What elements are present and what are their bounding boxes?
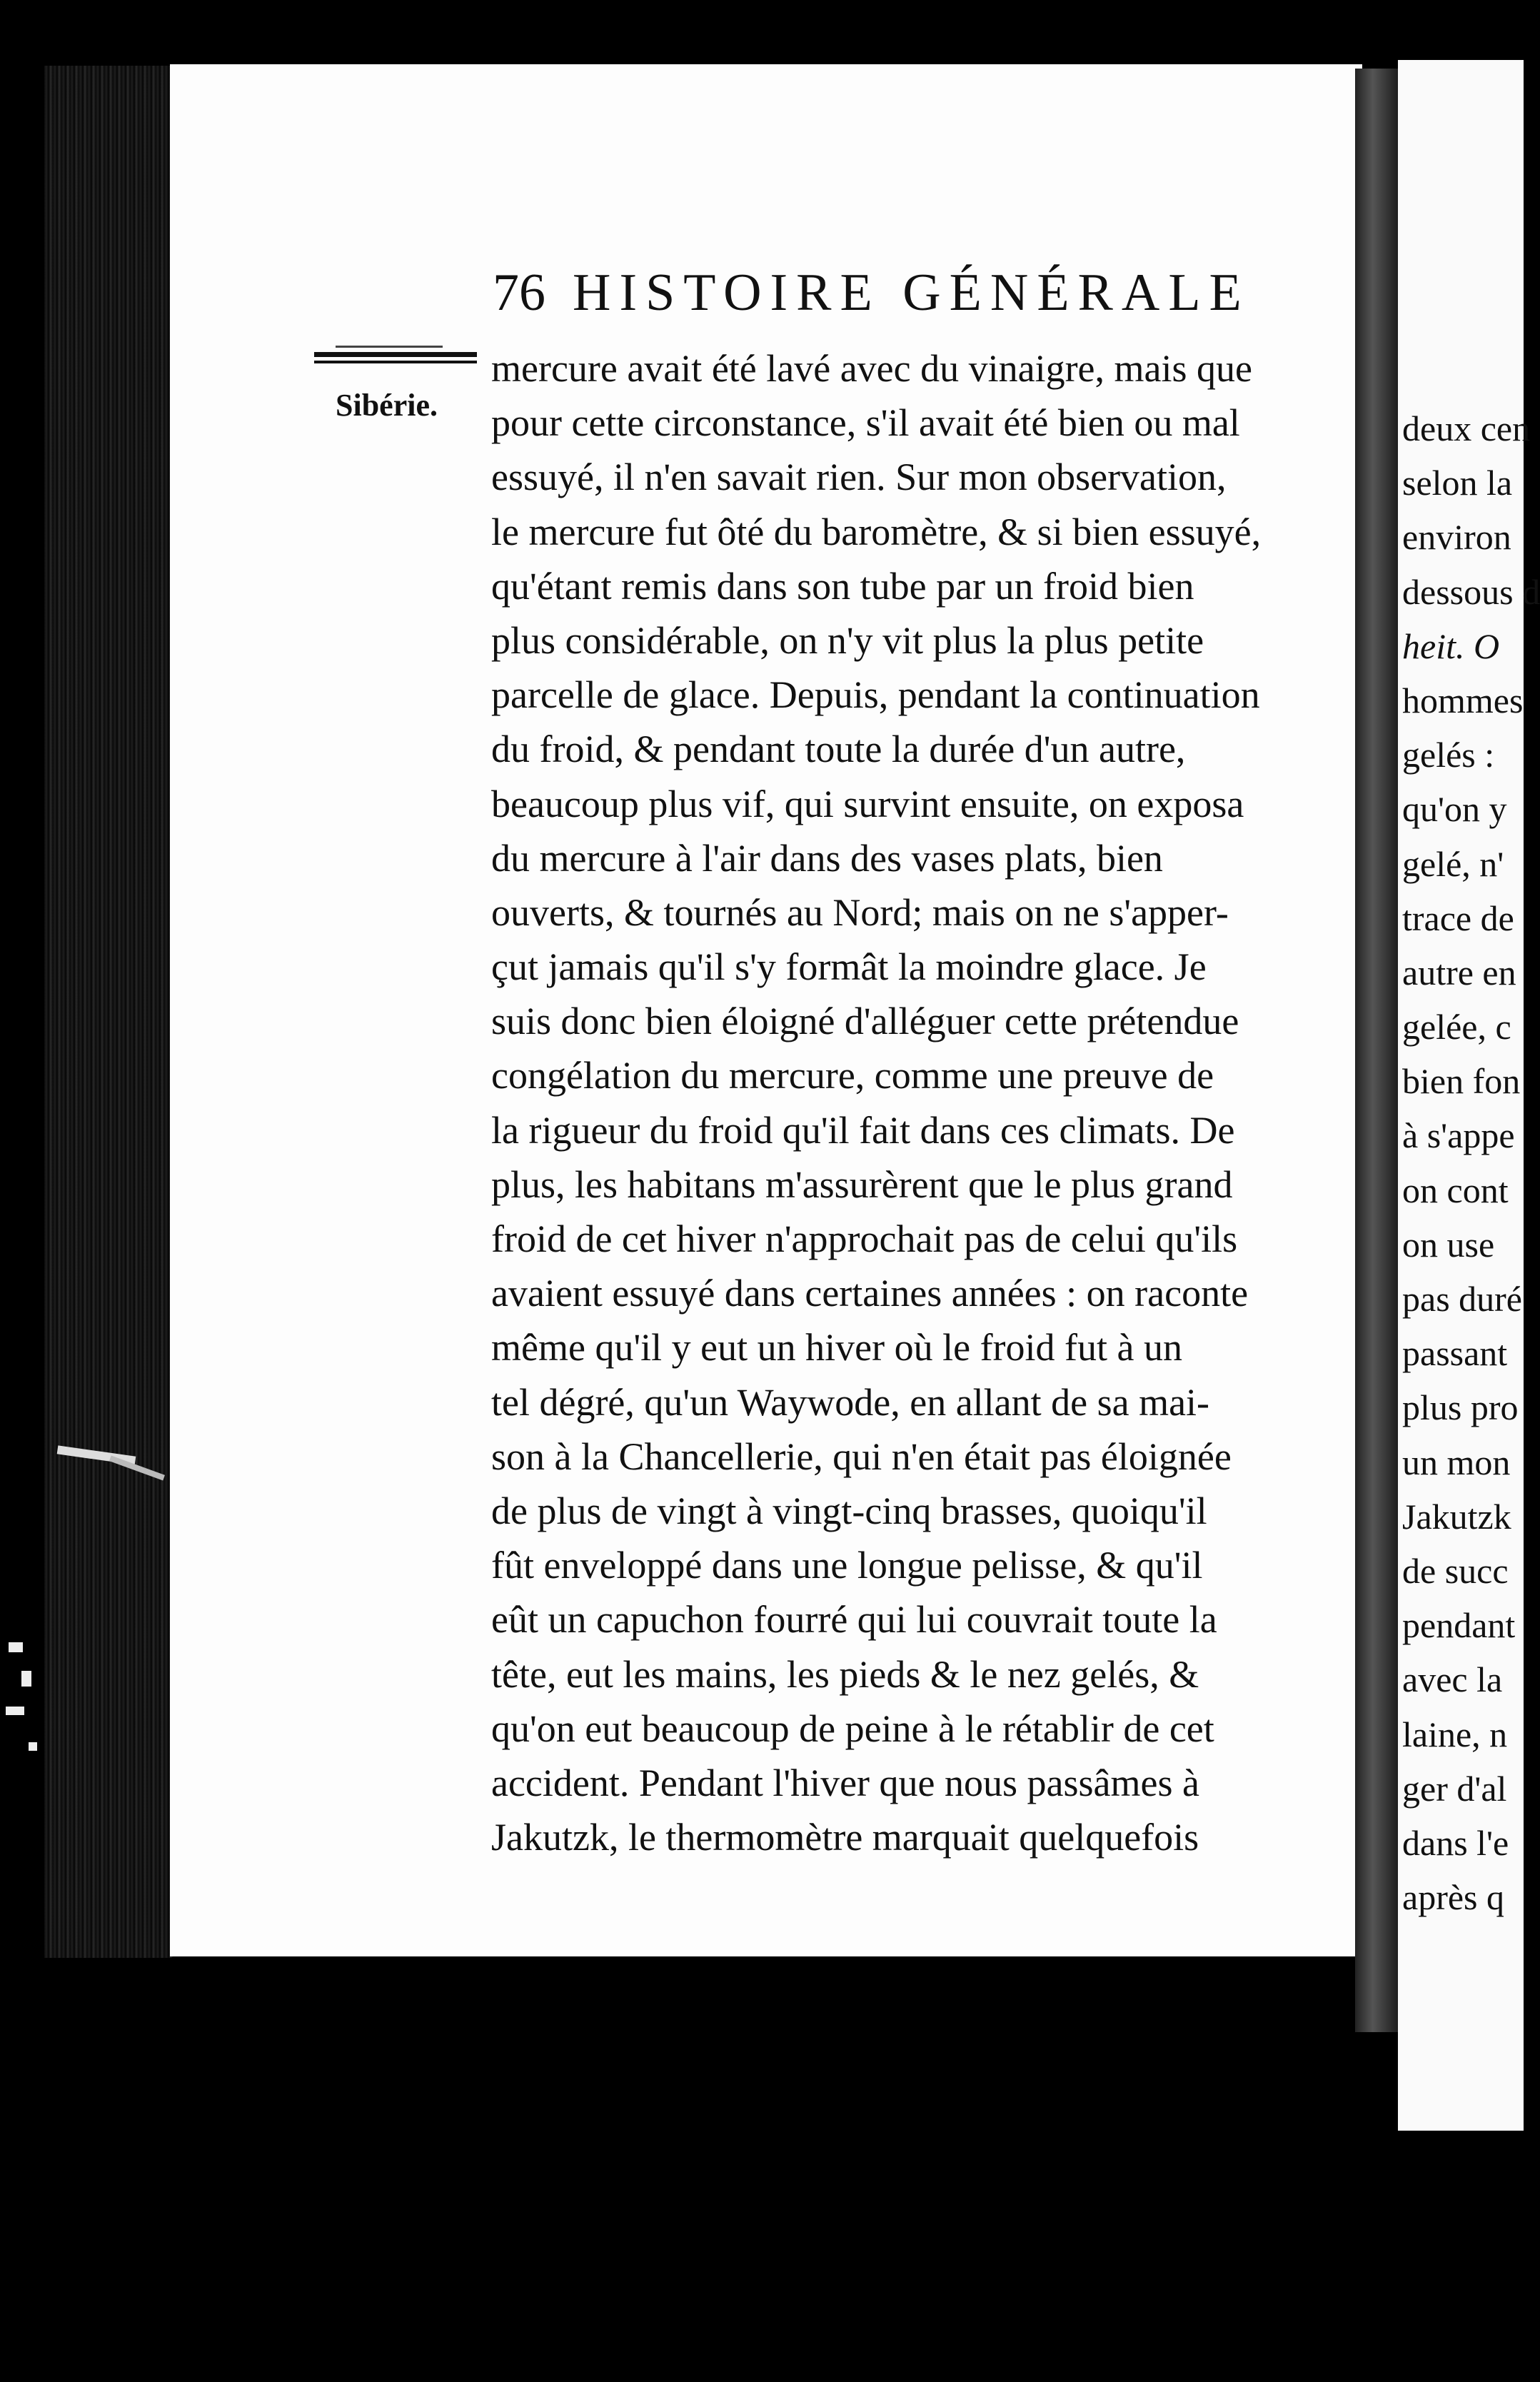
book-spine (44, 66, 173, 1958)
text-line: du mercure à l'air dans des vases plats, bien (491, 836, 1163, 880)
text-line: froid de cet hiver n'approchait pas de celui qu'ils (491, 1217, 1238, 1260)
text-line: gelé, n' (1402, 843, 1504, 884)
margin-rule (314, 361, 477, 363)
right-page-text (1402, 401, 1540, 1924)
text-line: Jakutzk, le thermomètre marquait quelquefois (491, 1816, 1199, 1859)
body-text (491, 341, 1362, 1864)
text-line: plus, les habitans m'assurèrent que le plus grand (491, 1162, 1233, 1206)
text-line: plus pro (1402, 1387, 1519, 1428)
page-number: 76 (493, 263, 545, 322)
text-line: parcelle de glace. Depuis, pendant la continuation (491, 673, 1260, 717)
scan-specks (0, 1635, 50, 1778)
text-line: qu'étant remis dans son tube par un froid bien (491, 564, 1194, 608)
text-line: laine, n (1402, 1714, 1508, 1754)
text-line: hommes (1402, 680, 1524, 720)
text-line: qu'on eut beaucoup de peine à le rétablir de cet (491, 1707, 1214, 1750)
text-line: pas duré (1402, 1279, 1522, 1319)
text-line: fût enveloppé dans une longue pelisse, & qu'il (491, 1544, 1203, 1587)
text-line: accident. Pendant l'hiver que nous passâmes à (491, 1761, 1199, 1804)
margin-rule (314, 352, 477, 357)
text-line: pour cette circonstance, s'il avait été bien ou mal (491, 401, 1240, 445)
text-line: on cont (1402, 1170, 1509, 1210)
text-line: autre en (1402, 952, 1516, 992)
text-line: suis donc bien éloigné d'alléguer cette prétendue (491, 1000, 1239, 1043)
running-head (493, 263, 1278, 327)
text-line: çut jamais qu'il s'y formât la moindre glace. Je (491, 945, 1207, 989)
marginal-note: Sibérie. (336, 388, 438, 423)
right-page-fragment (1398, 60, 1540, 2131)
text-line: dessous d (1402, 571, 1540, 612)
text-line: selon la (1402, 463, 1513, 503)
text-line: plus considérable, on n'y vit plus la plus petite (491, 618, 1204, 662)
text-line: passant (1402, 1333, 1508, 1374)
text-line: même qu'il y eut un hiver où le froid fut à un (491, 1326, 1182, 1370)
text-line: avaient essuyé dans certaines années : on raconte (491, 1272, 1249, 1315)
text-line: un mon (1402, 1442, 1511, 1482)
text-line: gelée, c (1402, 1007, 1511, 1047)
text-line: deux cen (1402, 408, 1531, 448)
text-line: du froid, & pendant toute la durée d'un autre, (491, 728, 1186, 771)
text-line: bien fon (1402, 1061, 1521, 1102)
text-line: ouverts, & tournés au Nord; mais on ne s'apper- (491, 890, 1229, 934)
text-line: ger d'al (1402, 1768, 1507, 1809)
text-line: dans l'e (1402, 1822, 1509, 1863)
text-line: eût un capuchon fourré qui lui couvrait toute la (491, 1598, 1217, 1642)
text-line: de succ (1402, 1550, 1509, 1591)
text-line: tête, eut les mains, les pieds & le nez gelés, & (491, 1652, 1199, 1696)
text-line: trace de (1402, 898, 1514, 938)
text-line: gelés : (1402, 735, 1495, 775)
text-line: environ (1402, 517, 1511, 558)
text-line: de plus de vingt à vingt-cinq brasses, quoiqu'il (491, 1489, 1207, 1532)
text-line: tel dégré, qu'un Waywode, en allant de sa mai- (491, 1380, 1210, 1424)
text-line: heit. O (1402, 625, 1500, 666)
margin-rule (336, 346, 443, 348)
text-line: essuyé, il n'en savait rien. Sur mon observation, (491, 456, 1227, 499)
text-line: avec la (1402, 1659, 1503, 1700)
text-line: beaucoup plus vif, qui survint ensuite, on exposa (491, 782, 1244, 825)
text-line: mercure avait été lavé avec du vinaigre, mais que (491, 347, 1252, 390)
text-line: à s'appe (1402, 1115, 1515, 1156)
text-line: son à la Chancellerie, qui n'en était pas éloignée (491, 1434, 1232, 1478)
text-line: après q (1402, 1877, 1504, 1918)
text-line: la rigueur du froid qu'il fait dans ces climats. De (491, 1108, 1235, 1152)
text-line: le mercure fut ôté du baromètre, & si bien essuyé, (491, 510, 1262, 553)
text-line: congélation du mercure, comme une preuve de (491, 1054, 1214, 1097)
text-line: pendant (1402, 1605, 1516, 1646)
text-line: on use (1402, 1224, 1495, 1265)
paper-scrap-small (109, 1456, 165, 1481)
text-line: qu'on y (1402, 789, 1507, 830)
running-title: HISTOIRE GÉNÉRALE (573, 263, 1250, 322)
text-line: Jakutzk (1402, 1496, 1511, 1537)
